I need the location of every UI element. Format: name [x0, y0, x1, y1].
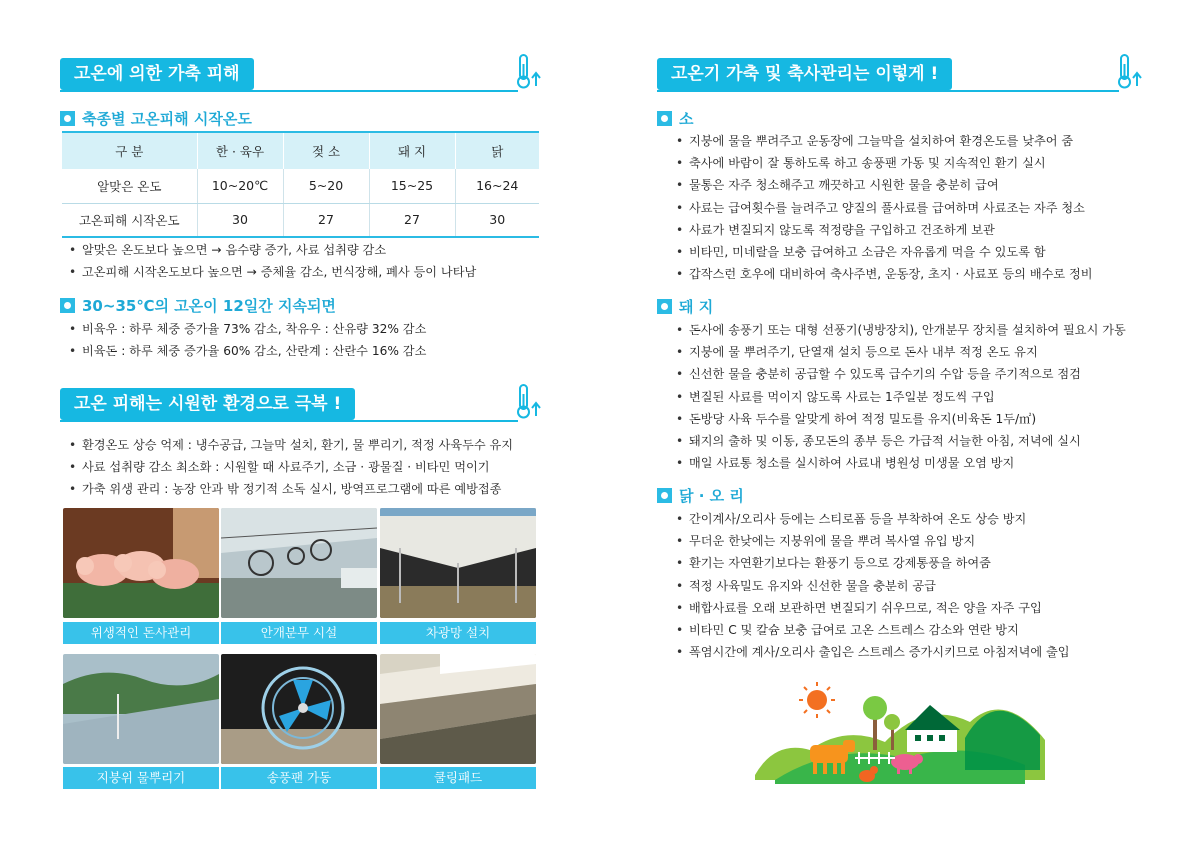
list-item: • 적정 사육밀도 유지와 신선한 물을 충분히 공급	[673, 575, 1070, 597]
bullet-square-icon	[657, 299, 672, 314]
banner-management	[657, 58, 1143, 92]
notes-list	[66, 239, 476, 283]
subhead-pig	[657, 295, 713, 317]
banner-heat-damage	[60, 58, 542, 92]
subhead-cow	[657, 107, 694, 129]
banner-title: 고온 피해는 시원한 환경으로 극복 !	[60, 388, 355, 420]
cow-list	[673, 130, 1093, 285]
table-cell: 고온피해 시작온도	[62, 203, 197, 237]
table-header: 한 · 육우	[197, 132, 283, 169]
bullet-square-icon	[657, 111, 672, 126]
banner-cool-environment	[60, 388, 542, 422]
list-item: • 사료 섭취량 감소 최소화 : 시원할 때 사료주기, 소금 · 광물질 · 비타민 먹이기	[66, 456, 513, 478]
effects-list	[66, 318, 426, 362]
list-item: • 비육우 : 하루 체중 증가율 73% 감소, 착유우 : 산유량 32% 감소	[66, 318, 426, 340]
table-header: 구 분	[62, 132, 197, 169]
list-item: • 지붕에 물 뿌려주기, 단열재 설치 등으로 돈사 내부 적정 온도 유지	[673, 341, 1126, 363]
thermometer-icon	[1113, 52, 1143, 90]
list-item: • 돼지의 출하 및 이동, 종모돈의 종부 등은 가급적 서늘한 아침, 저녁에 실시	[673, 430, 1126, 452]
table-row	[62, 203, 539, 237]
table-header: 젖 소	[283, 132, 369, 169]
photo-caption: 쿨링패드	[380, 767, 536, 789]
list-item: • 가축 위생 관리 : 농장 안과 밖 정기적 소독 실시, 방역프로그램에 따른 예방접종	[66, 478, 513, 500]
list-item: • 사료가 변질되지 않도록 적정량을 구입하고 건조하게 보관	[673, 219, 1093, 241]
list-item: • 축사에 바람이 잘 통하도록 하고 송풍팬 가동 및 지속적인 환기 실시	[673, 152, 1093, 174]
subhead-text: 돼 지	[679, 297, 714, 316]
photo-fan	[221, 654, 377, 764]
subhead-text: 소	[679, 109, 694, 128]
photo-shade-net	[380, 508, 536, 618]
pig-list	[673, 319, 1126, 474]
measures-list	[66, 434, 513, 501]
photo-caption: 위생적인 돈사관리	[63, 622, 219, 644]
chicken-list	[673, 508, 1070, 663]
list-item: • 돈방당 사육 두수를 알맞게 하여 적정 밀도를 유지(비육돈 1두/㎡)	[673, 408, 1126, 430]
list-item: • 돈사에 송풍기 또는 대형 선풍기(냉방장치), 안개분무 장치를 설치하여 필요시 가동	[673, 319, 1126, 341]
table-cell: 30	[197, 203, 283, 237]
table-cell: 5~20	[283, 169, 369, 203]
temperature-table	[62, 131, 539, 238]
subhead-text: 축종별 고온피해 시작온도	[82, 109, 252, 128]
photo-caption: 송풍팬 가동	[221, 767, 377, 789]
list-item: • 비육돈 : 하루 체중 증가율 60% 감소, 산란계 : 산란수 16% 감소	[66, 340, 426, 362]
list-item: • 비타민, 미네랄을 보충 급여하고 소금은 자유롭게 먹을 수 있도록 함	[673, 241, 1093, 263]
photo-caption: 차광망 설치	[380, 622, 536, 644]
subhead-start-temp	[60, 107, 252, 129]
list-item: • 간이계사/오리사 등에는 스티로폼 등을 부착하여 온도 상승 방지	[673, 508, 1070, 530]
banner-title: 고온에 의한 가축 피해	[60, 58, 254, 90]
subhead-text: 30~35℃의 고온이 12일간 지속되면	[82, 296, 336, 315]
photo-cooling-pad	[380, 654, 536, 764]
list-item: • 갑작스런 호우에 대비하여 축사주변, 운동장, 초지 · 사료포 등의 배수로 정비	[673, 263, 1093, 285]
list-item: • 배합사료를 오래 보관하면 변질되기 쉬우므로, 적은 양을 자주 구입	[673, 597, 1070, 619]
table-cell: 27	[283, 203, 369, 237]
list-item: • 환기는 자연환기보다는 환풍기 등으로 강제통풍을 하여줌	[673, 552, 1070, 574]
table-cell: 16~24	[455, 169, 539, 203]
list-item: • 알맞은 온도보다 높으면 → 음수량 증가, 사료 섭취량 감소	[66, 239, 476, 261]
list-item: • 폭염시간에 계사/오리사 출입은 스트레스 증가시키므로 아침저녁에 출입	[673, 641, 1070, 663]
bullet-square-icon	[60, 111, 75, 126]
table-cell: 27	[369, 203, 455, 237]
thermometer-icon	[512, 52, 542, 90]
list-item: • 지붕에 물을 뿌려주고 운동장에 그늘막을 설치하여 환경온도를 낮추어 줌	[673, 130, 1093, 152]
thermometer-icon	[512, 382, 542, 420]
table-cell: 15~25	[369, 169, 455, 203]
banner-title: 고온기 가축 및 축사관리는 이렇게 !	[657, 58, 952, 90]
subhead-text: 닭 · 오 리	[679, 486, 744, 505]
table-cell: 30	[455, 203, 539, 237]
farm-illustration	[755, 680, 1045, 795]
list-item: • 환경온도 상승 억제 : 냉수공급, 그늘막 설치, 환기, 물 뿌리기, 적정 사육두수 유지	[66, 434, 513, 456]
table-header: 돼 지	[369, 132, 455, 169]
list-item: • 매일 사료통 청소를 실시하여 사료내 병원성 미생물 오염 방지	[673, 452, 1126, 474]
table-row	[62, 169, 539, 203]
photo-caption: 지붕위 물뿌리기	[63, 767, 219, 789]
sun-icon	[799, 682, 835, 718]
bullet-square-icon	[60, 298, 75, 313]
photo-mist-system	[221, 508, 377, 618]
photo-caption: 안개분무 시설	[221, 622, 377, 644]
list-item: • 무더운 한낮에는 지붕위에 물을 뿌려 복사열 유입 방지	[673, 530, 1070, 552]
table-header: 닭	[455, 132, 539, 169]
list-item: • 비타민 C 및 칼슘 보충 급여로 고온 스트레스 감소와 연란 방지	[673, 619, 1070, 641]
table-header-row	[62, 132, 539, 169]
list-item: • 변질된 사료를 먹이지 않도록 사료는 1주일분 정도씩 구입	[673, 386, 1126, 408]
photo-pig-barn	[63, 508, 219, 618]
photo-roof-sprinkler	[63, 654, 219, 764]
bullet-square-icon	[657, 488, 672, 503]
table-cell: 10~20℃	[197, 169, 283, 203]
list-item: • 물통은 자주 청소해주고 깨끗하고 시원한 물을 충분히 급여	[673, 174, 1093, 196]
list-item: • 사료는 급여횟수를 늘려주고 양질의 풀사료를 급여하며 사료조는 자주 청소	[673, 197, 1093, 219]
table-cell: 알맞은 온도	[62, 169, 197, 203]
subhead-12-days	[60, 294, 336, 316]
list-item: • 신선한 물을 충분히 공급할 수 있도록 급수기의 수압 등을 주기적으로 점검	[673, 363, 1126, 385]
subhead-chicken-duck	[657, 484, 744, 506]
list-item: • 고온피해 시작온도보다 높으면 → 증체율 감소, 번식장해, 폐사 등이 나타남	[66, 261, 476, 283]
